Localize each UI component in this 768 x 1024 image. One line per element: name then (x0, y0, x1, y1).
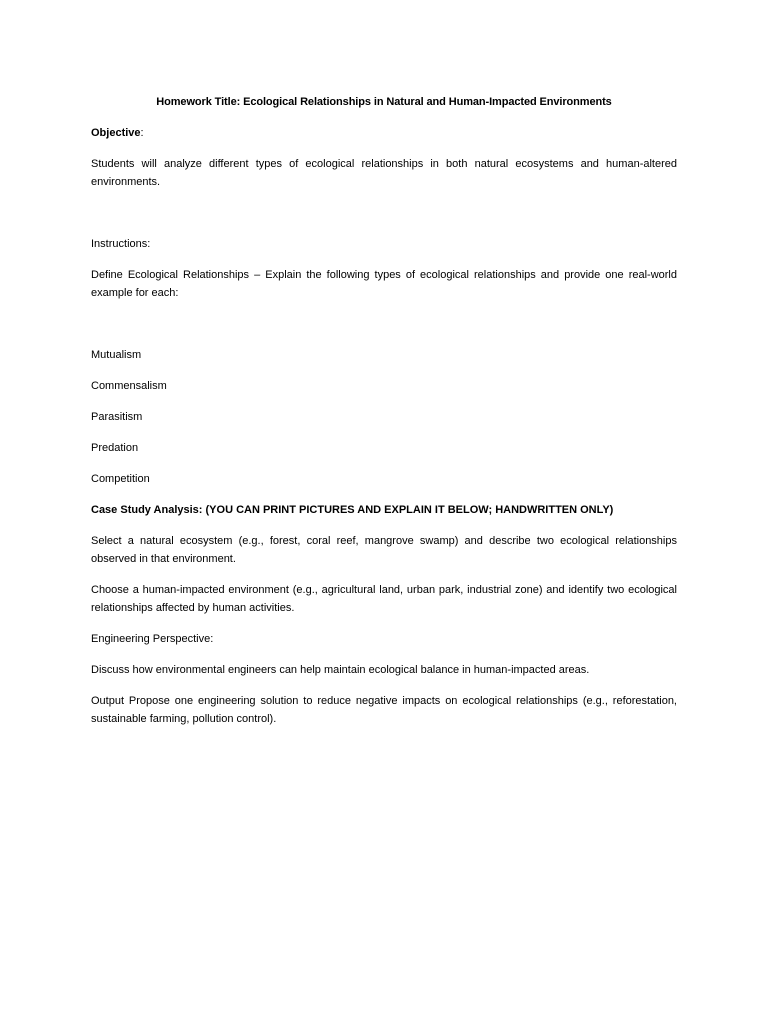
define-relationships-text: Define Ecological Relationships – Explain the following types of ecological relationships and provide one real-world example for each: (91, 269, 677, 299)
case-study-natural-text: Select a natural ecosystem (e.g., forest, coral reef, mangrove swamp) and describe two ecological relationships observed in that environment. (91, 535, 677, 565)
objective-label: Objective (91, 127, 141, 139)
relationship-item-commensalism: Commensalism (91, 380, 167, 392)
engineering-discuss-text: Discuss how environmental engineers can help maintain ecological balance in human-impacted areas. (91, 664, 590, 676)
engineering-perspective-label: Engineering Perspective: (91, 633, 214, 645)
document-body (91, 93, 677, 741)
relationship-item-mutualism: Mutualism (91, 349, 142, 361)
relationship-item-competition: Competition (91, 473, 150, 485)
relationship-item-parasitism: Parasitism (91, 411, 143, 423)
objective-heading (91, 124, 677, 142)
case-study-heading: Case Study Analysis: (YOU CAN PRINT PICTURES AND EXPLAIN IT BELOW; HANDWRITTEN ONLY) (91, 504, 614, 516)
objective-text: Students will analyze different types of ecological relationships in both natural ecosystems and human-altered environments. (91, 158, 677, 188)
instructions-label: Instructions: (91, 238, 151, 250)
output-text: Output Propose one engineering solution to reduce negative impacts on ecological relationships (e.g., reforestation, sustainable farming, pollution control). (91, 695, 677, 725)
relationship-item-predation: Predation (91, 442, 139, 454)
objective-colon: : (140, 127, 144, 139)
homework-title: Homework Title: Ecological Relationships in Natural and Human-Impacted Environments (156, 96, 612, 108)
case-study-human-text: Choose a human-impacted environment (e.g., agricultural land, urban park, industrial zone) and identify two ecological relationships affected by human activities. (91, 584, 677, 614)
